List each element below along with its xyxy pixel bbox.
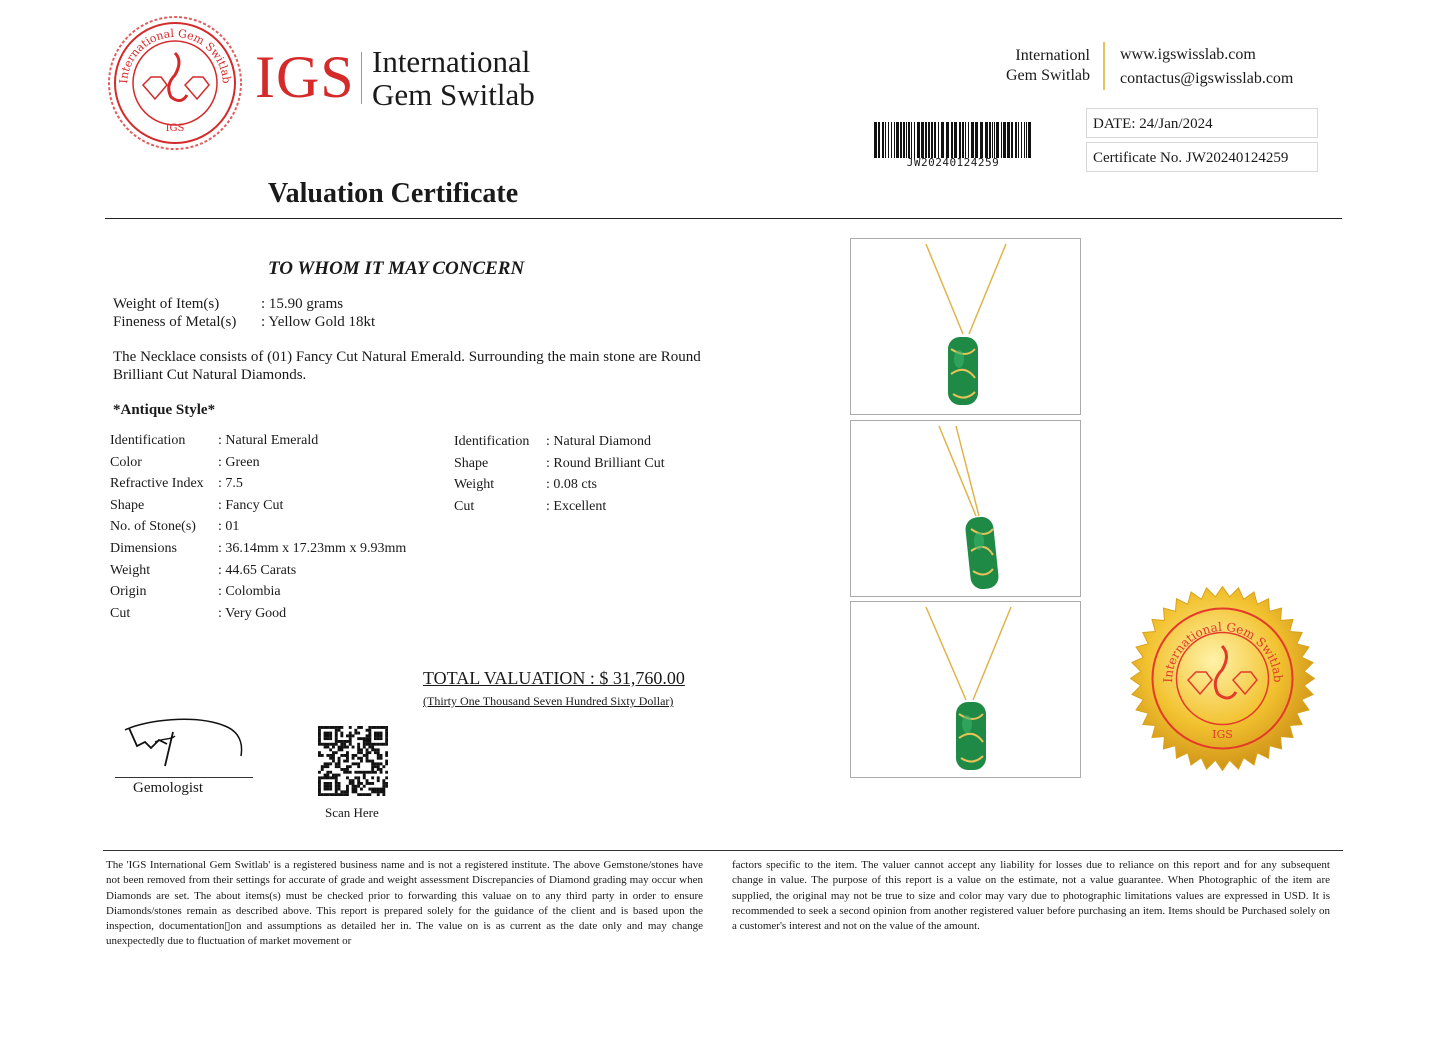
gemologist-signature bbox=[115, 708, 250, 770]
certificate-label: Certificate No. bbox=[1093, 150, 1183, 166]
item-weight-value: : 15.90 grams bbox=[261, 296, 344, 312]
diamond-spec-row bbox=[454, 476, 597, 494]
spec-value: : Excellent bbox=[546, 499, 607, 514]
document-title: Valuation Certificate bbox=[268, 178, 519, 209]
diamond-spec-row bbox=[454, 455, 665, 473]
certificate-value: JW20240124259 bbox=[1185, 150, 1289, 166]
scan-here-label: Scan Here bbox=[325, 805, 379, 820]
emerald-spec-row bbox=[110, 432, 319, 450]
spec-label: Cut bbox=[454, 499, 475, 514]
spec-value: : 01 bbox=[218, 519, 240, 534]
contact-block bbox=[1120, 43, 1293, 91]
spec-label: Color bbox=[110, 455, 142, 470]
gold-seal-footer-text: IGS bbox=[1212, 728, 1233, 741]
certificate-number-box bbox=[1086, 142, 1318, 172]
fineness-row bbox=[113, 313, 375, 331]
brand-name-line2: Gem Switlab bbox=[372, 77, 535, 112]
seal-arc-text: International Gem Switlab bbox=[116, 26, 234, 85]
spec-label: Weight bbox=[454, 477, 495, 492]
total-valuation: TOTAL VALUATION : $ 31,760.00 bbox=[423, 668, 685, 688]
barcode-number: JW20240124259 bbox=[906, 156, 1000, 169]
emerald-spec-row bbox=[110, 605, 287, 623]
spec-label: No. of Stone(s) bbox=[110, 519, 196, 534]
emerald-spec-row bbox=[110, 540, 407, 558]
date-value: 24/Jan/2024 bbox=[1139, 116, 1213, 132]
header-rule bbox=[105, 218, 1342, 219]
gold-seal-stamp bbox=[1130, 586, 1315, 771]
emerald-spec-row bbox=[110, 583, 281, 601]
spec-value: : Round Brilliant Cut bbox=[546, 456, 665, 471]
emerald-spec-row bbox=[110, 497, 284, 515]
barcode bbox=[874, 122, 1032, 158]
spec-value: : Colombia bbox=[218, 584, 281, 599]
footer-rule bbox=[103, 850, 1343, 851]
spec-label: Dimensions bbox=[110, 541, 177, 556]
emerald-pendant-image bbox=[851, 421, 1080, 596]
product-photo-1[interactable] bbox=[850, 238, 1081, 415]
item-weight-row bbox=[113, 295, 343, 313]
fineness-label: Fineness of Metal(s) bbox=[113, 314, 237, 330]
igs-seal-logo bbox=[105, 13, 245, 153]
spec-label: Origin bbox=[110, 584, 147, 599]
spec-value: : 44.65 Carats bbox=[218, 563, 297, 578]
diamond-spec-row bbox=[454, 433, 651, 451]
fineness-value: : Yellow Gold 18kt bbox=[261, 314, 376, 330]
brand-name-line1: International bbox=[372, 44, 531, 79]
lab-name bbox=[990, 46, 1090, 86]
spec-value: : Natural Diamond bbox=[546, 434, 651, 449]
salutation: TO WHOM IT MAY CONCERN bbox=[268, 258, 525, 279]
disclaimer-right: factors specific to the item. The valuer cannot accept any liability for losses due to reliance on this report and for any subsequent change in value. The purpose of this report is a value on the estimate, not a value guarantee. When Photographic of the item are supplied, the original may not be true to size and color may vary due to photographic limitations values are expressed in USD. It is recommended to seek a second opinion from another registered valuer before purchasing an item. Items should be Purchased solely on a customer's interest and not on the value of the amount. bbox=[732, 859, 1330, 933]
brand-abbreviation: IGS bbox=[255, 44, 355, 110]
spec-value: : Green bbox=[218, 455, 260, 470]
disclaimer-left: The 'IGS International Gem Switlab' is a registered business name and is not a registered institute. The above Gemstone/stones have not been removed from their settings for accurate of grade and weight assessment Discrepancies of Diamond grading may occur when Diamonds are set. The about items(s) must be checked prior to forwarding this valuae on to any third party in order to ensure Diamonds/stones remain as described above. This report is prepared solely for the guidance of the client and is based upon the inspection, documentation▯on and assumptions as detailed her in. The value on is as current as the date only and may change unexpectedly due to fluctuation of market movement or bbox=[106, 859, 703, 948]
spec-label: Identification bbox=[110, 433, 186, 448]
spec-label: Identification bbox=[454, 434, 530, 449]
spec-value: : 7.5 bbox=[218, 476, 243, 491]
spec-value: : Very Good bbox=[218, 606, 287, 621]
diamond-spec-row bbox=[454, 498, 607, 516]
spec-value: : Natural Emerald bbox=[218, 433, 319, 448]
item-description: The Necklace consists of (01) Fancy Cut Natural Emerald. Surrounding the main stone are Round Brilliant Cut Natural Diamonds. bbox=[113, 349, 701, 383]
spec-label: Shape bbox=[454, 456, 489, 471]
gold-seal-arc-text: International Gem Switlab bbox=[1160, 619, 1286, 683]
seal-footer-text: IGS bbox=[165, 123, 185, 134]
gemologist-label: Gemologist bbox=[133, 780, 203, 796]
signature-line bbox=[115, 777, 253, 778]
product-photo-3[interactable] bbox=[850, 601, 1081, 778]
spec-label: Refractive Index bbox=[110, 476, 204, 491]
emerald-pendant-image bbox=[851, 602, 1080, 777]
website-link[interactable]: www.igswisslab.com bbox=[1120, 46, 1256, 63]
lab-name-line2: Gem Switlab bbox=[1006, 67, 1090, 84]
qr-code[interactable] bbox=[318, 726, 388, 796]
date-label: DATE: bbox=[1093, 116, 1136, 132]
emerald-pendant-image bbox=[851, 239, 1080, 414]
style-note: *Antique Style* bbox=[113, 402, 216, 418]
emerald-spec-row bbox=[110, 475, 243, 493]
spec-value: : Fancy Cut bbox=[218, 498, 284, 513]
total-valuation-words: (Thirty One Thousand Seven Hundred Sixty Dollar) bbox=[423, 694, 674, 708]
spec-value: : 36.14mm x 17.23mm x 9.93mm bbox=[218, 541, 407, 556]
date-box bbox=[1086, 108, 1318, 138]
lab-name-line1: Internationl bbox=[1015, 47, 1090, 64]
spec-label: Weight bbox=[110, 563, 151, 578]
spec-label: Cut bbox=[110, 606, 131, 621]
product-photo-2[interactable] bbox=[850, 420, 1081, 597]
emerald-spec-row bbox=[110, 454, 260, 472]
brand-divider bbox=[361, 52, 362, 104]
contact-divider bbox=[1103, 42, 1105, 90]
emerald-spec-row bbox=[110, 562, 297, 580]
item-weight-label: Weight of Item(s) bbox=[113, 296, 220, 312]
spec-value: : 0.08 cts bbox=[546, 477, 597, 492]
spec-label: Shape bbox=[110, 498, 145, 513]
brand-name bbox=[372, 45, 535, 111]
email-link[interactable]: contactus@igswisslab.com bbox=[1120, 70, 1294, 87]
emerald-spec-row bbox=[110, 518, 240, 536]
